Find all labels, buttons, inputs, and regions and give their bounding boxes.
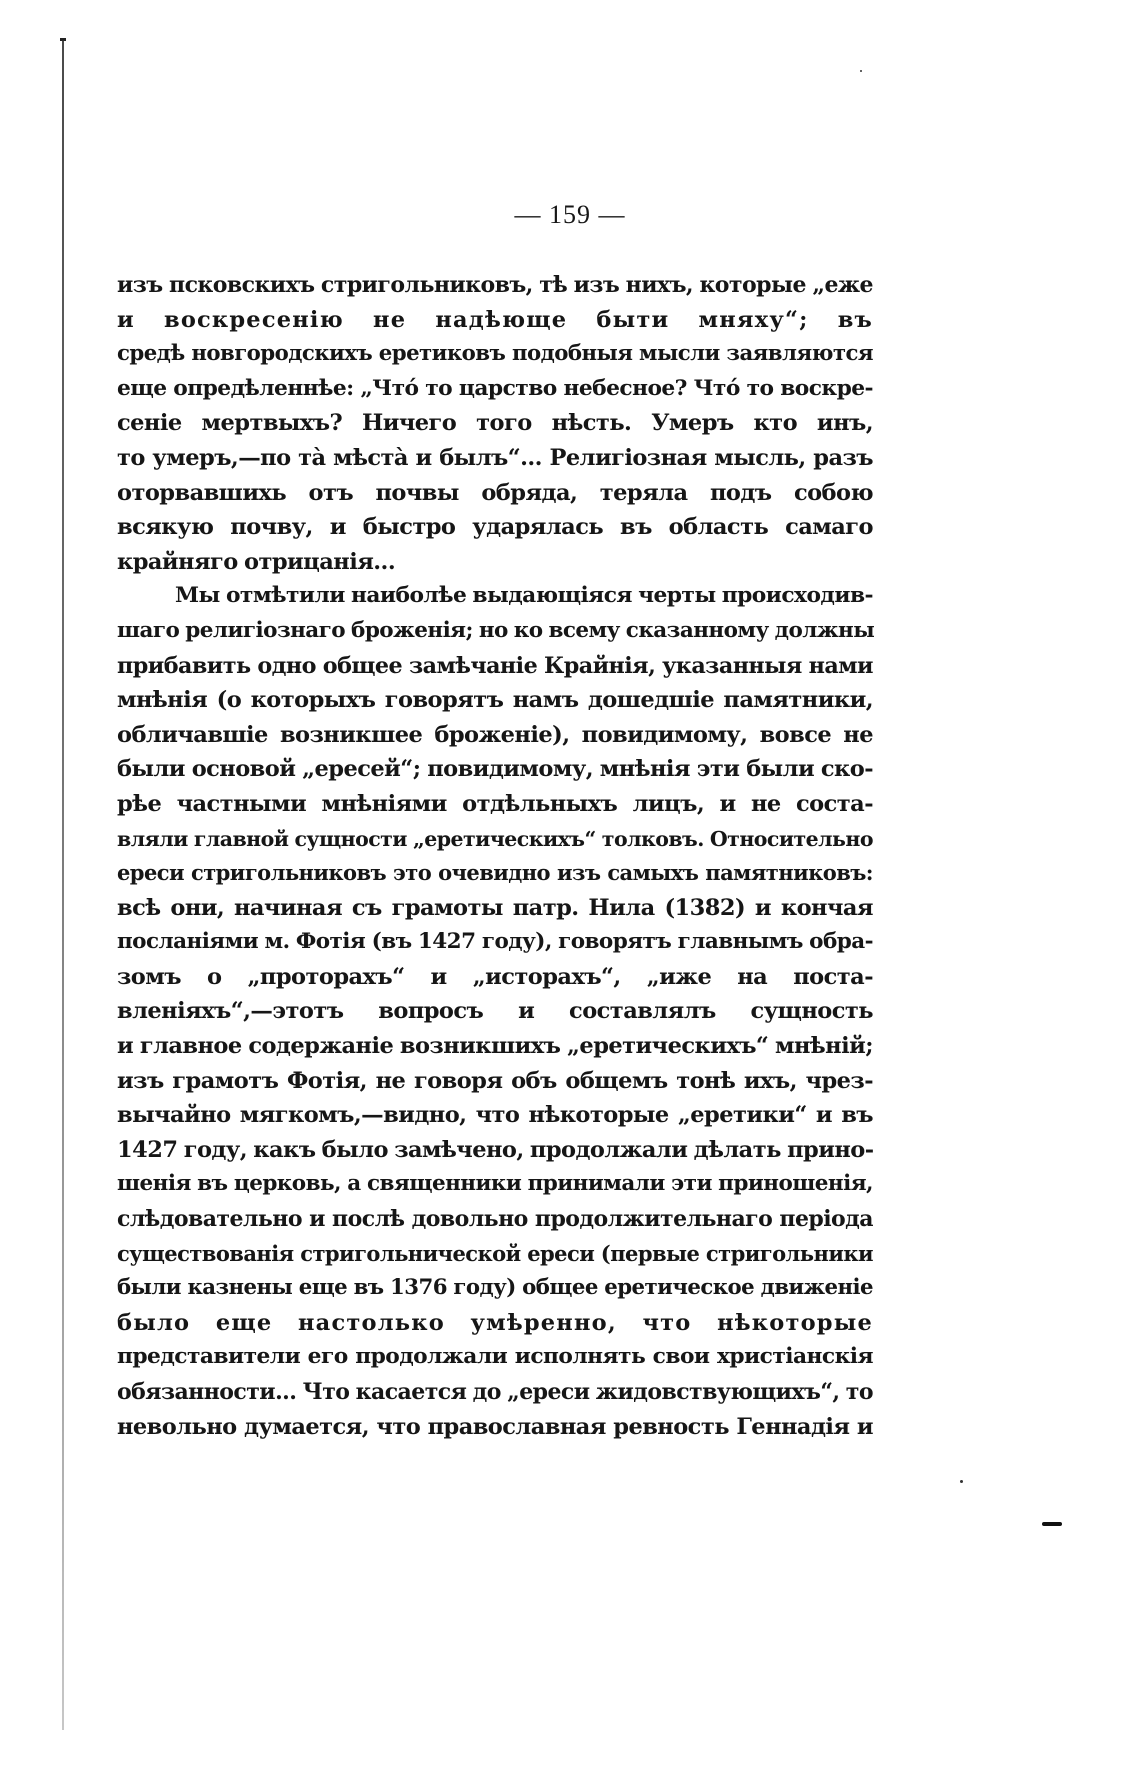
text-line: прибавить одно общее замѣчаніе Крайнія, указанныя нами <box>117 652 873 679</box>
text-line: всякую почву, и быстро ударялась въ область самаго <box>117 514 873 541</box>
text-line: вленіяхъ“,—этотъ вопросъ и составлялъ сущность <box>117 998 873 1025</box>
text-line: были казнены еще въ 1376 году) общее еретическое движеніе <box>117 1275 873 1301</box>
text-line: посланіями м. Фотія (въ 1427 году), говорятъ главнымъ обра- <box>117 929 873 955</box>
text-line: изъ псковскихъ стригольниковъ, тѣ изъ нихъ, которые „еже <box>117 272 873 298</box>
text-line: крайняго отрицанія... <box>117 548 396 575</box>
text-line: рѣе частными мнѣніями отдѣльныхъ лицъ, и не соста- <box>117 790 873 817</box>
text-line: и главное содержаніе возникшихъ „еретическихъ“ мнѣній; <box>117 1033 873 1060</box>
page-left-edge-rule <box>62 40 64 1730</box>
text-line: ереси стригольниковъ это очевидно изъ самыхъ памятниковъ: <box>117 860 873 886</box>
text-line: вляли главной сущности „еретическихъ“ толковъ. Относительно <box>117 826 873 851</box>
text-line: зомъ о „протораxъ“ и „истораxъ“, „иже на поста- <box>117 963 873 990</box>
text-line: всѣ они, начиная съ грамоты патр. Нила (1382) и кончая <box>117 894 873 921</box>
text-line: то умеръ,—по тà мѣстà и былъ“... Религіозная мысль, разъ <box>117 444 873 471</box>
text-line: невольно думается, что православная ревность Геннадія и <box>117 1413 873 1440</box>
text-line: средѣ новгородскихъ еретиковъ подобныя мысли заявляются <box>117 341 873 367</box>
text-line: обличавшіе возникшее броженіе), повидимому, вовсе не <box>117 721 873 748</box>
margin-ink-mark <box>1042 1522 1062 1526</box>
text-line: были основой „ересей“; повидимому, мнѣнія эти были ско- <box>117 756 873 783</box>
text-line: и воскресенію не надѣюще быти мняху“; въ <box>117 306 873 333</box>
text-line: представители его продолжали исполнять свои христіанскія <box>117 1344 873 1370</box>
paper-speck <box>960 1480 963 1483</box>
text-line: слѣдовательно и послѣ довольно продолжительнаго періода <box>117 1206 873 1233</box>
text-line: шаго религіознаго броженія; но ко всему сказанному должны <box>117 617 875 643</box>
text-line: сеніе мертвыхъ? Ничего того нѣсть. Умеръ кто инъ, <box>117 410 873 437</box>
text-line: еще опредѣленнѣе: „Чтó то царство небесное? Чтó то воскре- <box>117 375 873 401</box>
body-text <box>117 268 873 1444</box>
paper-speck <box>860 70 862 72</box>
text-line: 1427 году, какъ было замѣчено, продолжали дѣлать прино- <box>117 1136 874 1163</box>
text-line: существованія стригольнической ереси (первые стригольники <box>117 1240 873 1266</box>
text-line: оторвавшихь отъ почвы обряда, теряла подъ собою <box>117 479 873 506</box>
text-line: шенія въ церковь, а священники принимали эти приношенія, <box>117 1171 873 1197</box>
text-line: вычайно мягкомъ,—видно, что нѣкоторые „еретики“ и въ <box>117 1102 873 1129</box>
text-line: изъ грамотъ Фотія, не говоря объ общемъ тонѣ ихъ, чрез- <box>117 1067 873 1094</box>
page-number: — 159 — <box>514 200 626 229</box>
text-line: было еще настолько умѣренно, что нѣкоторые <box>117 1309 873 1336</box>
text-line: обязанности... Что касается до „ереси жидовствующихъ“, то <box>117 1379 873 1405</box>
text-line: Мы отмѣтили наиболѣе выдающіяся черты происходив- <box>175 583 873 609</box>
text-line: мнѣнія (о которыхъ говорятъ намъ дошедшіе памятники, <box>117 687 873 714</box>
